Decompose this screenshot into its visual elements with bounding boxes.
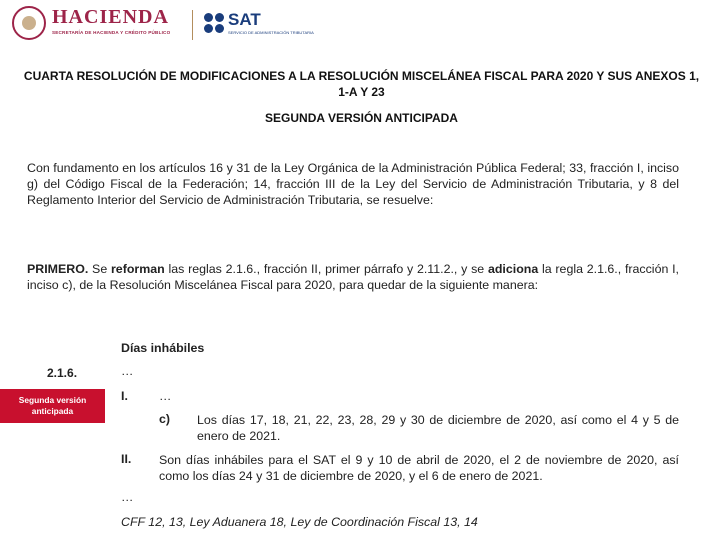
fraction-i-label: I. bbox=[121, 389, 128, 403]
rule-number: 2.1.6. bbox=[47, 366, 78, 380]
document-header bbox=[12, 6, 342, 46]
rule-ellipsis-end: … bbox=[121, 490, 134, 504]
fraction-i-text: … bbox=[159, 389, 172, 403]
legal-citation: CFF 12, 13, Ley Aduanera 18, Ley de Coordinación Fiscal 13, 14 bbox=[121, 515, 478, 529]
document-title: CUARTA RESOLUCIÓN DE MODIFICACIONES A LA RESOLUCIÓN MISCELÁNEA FISCAL PARA 2020 Y SUS ANEXOS 1, 1-A Y 23 bbox=[23, 69, 700, 99]
version-badge bbox=[0, 389, 105, 423]
national-seal-icon bbox=[12, 6, 46, 40]
primero-text-1: Se bbox=[88, 262, 111, 276]
intro-paragraph: Con fundamento en los artículos 16 y 31 de la Ley Orgánica de la Administración Pública Federal; 33, fracción I, inciso g) del Código Fiscal de la Federación; 14, fracción III de la Ley del Servicio de Administración Tributaria, y 8 del Reglamento Interior del Servicio de Administración Tributaria, se resuelve: bbox=[27, 161, 679, 207]
rule-ellipsis: … bbox=[121, 364, 134, 378]
version-title: SEGUNDA VERSIÓN ANTICIPADA bbox=[265, 111, 458, 125]
primero-label: PRIMERO. bbox=[27, 262, 89, 276]
sat-logo bbox=[204, 11, 314, 35]
sat-dots-icon bbox=[204, 13, 224, 33]
primero-text-2: las reglas 2.1.6., fracción II, primer párrafo y 2.11.2., y se bbox=[164, 262, 488, 276]
reforman-word: reforman bbox=[110, 262, 165, 276]
fraction-ii-label: II. bbox=[121, 452, 132, 466]
inciso-c-text: Los días 17, 18, 21, 22, 23, 28, 29 y 30 de diciembre de 2020, así como el 4 y 5 de enero de 2021. bbox=[197, 413, 679, 443]
badge-line-2: anticipada bbox=[31, 406, 74, 416]
logo-divider bbox=[192, 10, 193, 40]
primero-text-3: la regla 2.1.6., fracción I, inciso c), de la Resolución Miscelánea Fiscal para 2020, para quedar de la siguiente manera: bbox=[27, 262, 680, 292]
inciso-c-label: c) bbox=[159, 412, 171, 426]
hacienda-logo bbox=[12, 6, 170, 40]
sat-subtitle: SERVICIO DE ADMINISTRACIÓN TRIBUTARIA bbox=[228, 30, 314, 35]
badge-line-1: Segunda versión bbox=[18, 395, 87, 405]
primero-paragraph bbox=[27, 261, 679, 293]
hacienda-wordmark: HACIENDA bbox=[52, 6, 169, 28]
rule-title: Días inhábiles bbox=[121, 341, 205, 355]
fraction-ii-text: Son días inhábiles para el SAT el 9 y 10 de abril de 2020, el 2 de noviembre de 2020, así como los días 24 y 31 de diciembre de 2020, y el 6 de enero de 2021. bbox=[159, 453, 679, 483]
hacienda-subtitle: SECRETARÍA DE HACIENDA Y CRÉDITO PÚBLICO bbox=[52, 30, 171, 35]
adiciona-word: adiciona bbox=[487, 262, 539, 276]
sat-wordmark: SAT bbox=[228, 10, 261, 29]
